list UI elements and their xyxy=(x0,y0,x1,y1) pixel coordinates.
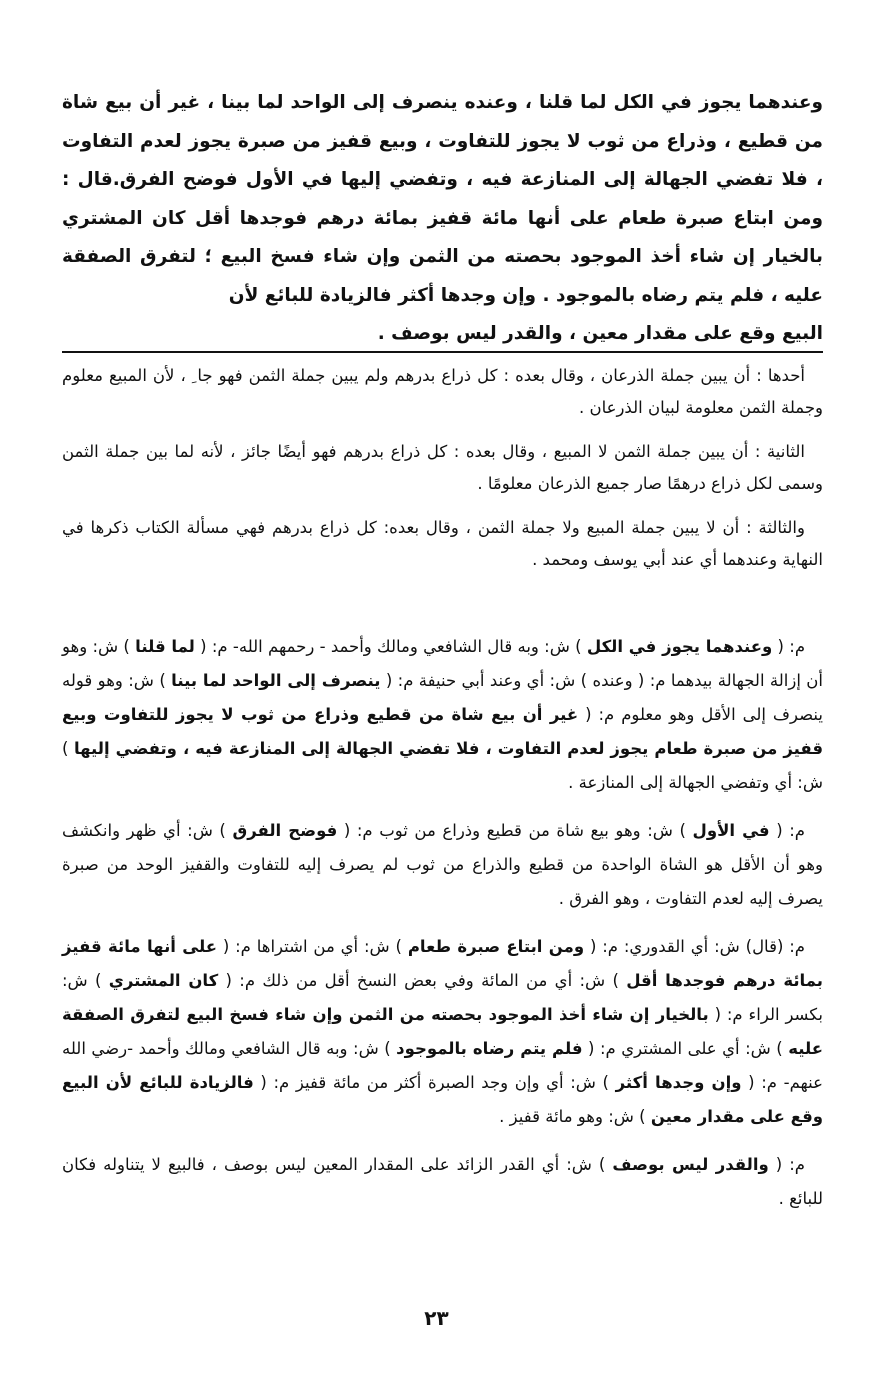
commentary-text: ) ش: أي القدر الزائد على المقدار المعين ليس بوصف ، فالبيع لا يتناوله فكان للبائع . xyxy=(62,1155,823,1208)
matn-quote: كان المشتري xyxy=(108,971,219,990)
commentary-text: ) ش: أي على المشتري م: ( xyxy=(588,1039,783,1058)
matn-quote: والقدر ليس بوصف xyxy=(612,1155,769,1174)
commentary-text: ) ش: وبه قال الشافعي ومالك وأحمد -رضي الله عنهم- م: ( xyxy=(62,1039,823,1092)
main-text-block xyxy=(62,84,823,354)
commentary-paragraph xyxy=(62,814,823,916)
commentary-text: ) ش: أي من المائة وفي بعض النسخ أقل من ذلك م: ( xyxy=(225,971,619,990)
commentary-text: ) ش: أي ظهر وانكشف وهو أن الأقل هو الشاة الواحدة من قطيع والذراع من ثوب لم يصرف إليه للتفاوت والقفيز الوحد من صبرة يصرف إليه لعدم التفاوت ، وهو الفرق . xyxy=(62,821,823,908)
commentary-text: ) ش: بكسر الراء م: ( xyxy=(62,971,823,1024)
matn-quote: فلم يتم رضاه بالموجود xyxy=(396,1039,583,1058)
commentary-text: م: ( xyxy=(776,821,805,840)
matn-quote: وإن وجدها أكثر xyxy=(615,1073,742,1092)
commentary-text: ) ش: وهو قوله ينصرف إلى الأقل وهو معلوم م: ( xyxy=(62,671,823,724)
footnote-paragraph: الثانية : أن يبين جملة الثمن لا المبيع ، وقال بعده : كل ذراع بدرهم فهو أيضًا جائز ، لأنه لما بين جملة الثمن وسمى لكل ذراع درهمًا صار جميع الذرعان معلومًا . xyxy=(62,442,823,493)
separator-rule xyxy=(62,351,823,353)
commentary-text: ) ش: وهو أن إزالة الجهالة بيدهما م: ( وعنده ) ش: أي وعند أبي حنيفة م: ( xyxy=(62,637,824,690)
matn-quote: ومن ابتاع صبرة طعام xyxy=(407,937,585,956)
commentary-paragraph xyxy=(62,1148,823,1216)
matn-quote: ينصرف إلى الواحد لما بينا xyxy=(171,671,381,690)
matn-quote: غير أن بيع شاة من قطيع وذراع من ثوب لا يجوز للتفاوت وبيع قفيز من صبرة طعام يجوز لعدم التفاوت ، فلا تفضي الجهالة إلى المنازعة فيه ، وتفضي إليها xyxy=(62,705,823,758)
footnotes-block xyxy=(62,360,823,588)
commentary-text: ) ش: وبه قال الشافعي ومالك وأحمد - رحمهم الله- م: ( xyxy=(200,637,582,656)
commentary-text: ) ش: وهو بيع شاة من قطيع وذراع من ثوب م: ( xyxy=(343,821,686,840)
commentary-text: ) ش: أي وتفضي الجهالة إلى المنازعة . xyxy=(62,739,823,792)
footnote-paragraph: أحدها : أن يبين جملة الذرعان ، وقال بعده : كل ذراع بدرهم ولم يبين جملة الثمن فهو جا ِ ، لأن المبيع معلوم وجملة الثمن معلومة لبيان الذرعان . xyxy=(62,366,823,417)
main-text-body: وعندهما يجوز في الكل لما قلنا ، وعنده ينصرف إلى الواحد لما بينا ، غير أن بيع شاة من قطيع ، وذراع من ثوب لا يجوز للتفاوت ، وبيع قفيز من صبرة يجوز لعدم التفاوت ، فلا تفضي الجهالة إلى المنازعة فيه ، وتفضي إليها في الأول فوضح الفرق.قال : ومن ابتاع صبرة طعام على أنها مائة قفيز بمائة درهم فوجدها أقل كان المشتري بالخيار إن شاء أخذ الموجود بحصته من الثمن وإن شاء فسخ البيع ؛ لتفرق الصفقة عليه ، فلم يتم رضاه بالموجود . وإن وجدها أكثر فالزيادة للبائع لأن xyxy=(62,92,823,306)
matn-quote: في الأول xyxy=(692,821,770,840)
matn-quote: على أنها مائة قفيز بمائة درهم فوجدها أقل xyxy=(62,937,823,990)
commentary-paragraph xyxy=(62,930,823,1134)
matn-quote: لما قلنا xyxy=(135,637,195,656)
matn-quote: فوضح الفرق xyxy=(232,821,338,840)
commentary-block xyxy=(62,630,823,1230)
commentary-text: م: ( xyxy=(777,637,806,656)
commentary-text: ) ش: أي وإن وجد الصبرة أكثر من مائة قفيز م: ( xyxy=(260,1073,609,1092)
footnote-paragraph: والثالثة : أن لا يبين جملة المبيع ولا جملة الثمن ، وقال بعده: كل ذراع بدرهم فهي مسألة الكتاب ذكرها في النهاية وعندهما أي عند أبي يوسف ومحمد . xyxy=(62,518,823,569)
commentary-text: م: ( xyxy=(775,1155,805,1174)
page-number: ٢٣ xyxy=(424,1306,449,1330)
commentary-text: م: (قال) ش: أي القدوري: م: ( xyxy=(589,937,806,956)
commentary-paragraph xyxy=(62,630,823,800)
matn-quote: فالزيادة للبائع لأن البيع وقع على مقدار معين xyxy=(62,1073,823,1126)
matn-quote: بالخيار إن شاء أخذ الموجود بحصته من الثمن وإن شاء فسخ البيع لتفرق الصفقة عليه xyxy=(62,1005,823,1058)
commentary-text: ) ش: وهو مائة قفيز . xyxy=(499,1107,646,1126)
matn-quote: وعندهما يجوز في الكل xyxy=(586,637,773,656)
commentary-text: ) ش: أي من اشتراها م: ( xyxy=(222,937,402,956)
main-text-last-line: البيع وقع على مقدار معين ، والقدر ليس بوصف . xyxy=(377,323,823,344)
